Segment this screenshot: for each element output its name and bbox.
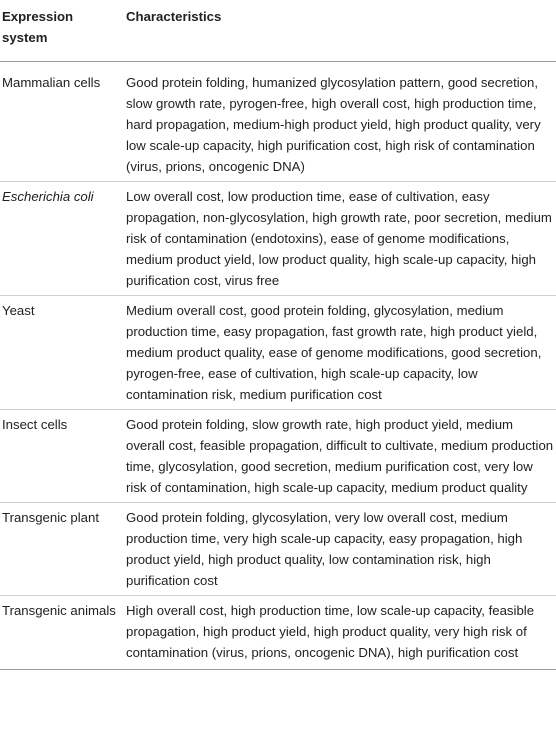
system-cell: Mammalian cells xyxy=(0,62,122,182)
table-row xyxy=(0,62,556,182)
table-row xyxy=(0,182,556,296)
table-header xyxy=(0,0,556,62)
characteristics-cell: Good protein folding, humanized glycosylation pattern, good secretion, slow growth rate, pyrogen-free, high overall cost, high production time, hard propagation, medium-high product yield, high product quality, very low scale-up capacity, high purification cost, high risk of contamination (virus, prions, oncogenic DNA) xyxy=(122,62,556,182)
table-row xyxy=(0,503,556,596)
characteristics-cell: Low overall cost, low production time, ease of cultivation, easy propagation, non-glycosylation, high growth rate, poor secretion, medium risk of contamination (endotoxins), ease of genome modifications, medium product yield, low product quality, high scale-up capacity, high purification cost, virus free xyxy=(122,182,556,296)
header-row xyxy=(0,0,556,62)
system-cell: Transgenic plant xyxy=(0,503,122,596)
characteristics-cell: Medium overall cost, good protein folding, glycosylation, medium production time, easy propagation, fast growth rate, high product yield, medium product quality, ease of genome modifications, good secretion, pyrogen-free, ease of cultivation, high scale-up capacity, low contamination risk, medium purification cost xyxy=(122,296,556,410)
characteristics-cell: High overall cost, high production time, low scale-up capacity, feasible propagation, high product yield, high product quality, very high risk of contamination (virus, prions, oncogenic DNA), high purification cost xyxy=(122,596,556,670)
table-row xyxy=(0,410,556,503)
table-row xyxy=(0,596,556,670)
system-cell: Escherichia coli xyxy=(0,182,122,296)
table-row xyxy=(0,296,556,410)
system-cell: Insect cells xyxy=(0,410,122,503)
table-body xyxy=(0,62,556,670)
system-cell: Transgenic animals xyxy=(0,596,122,670)
header-characteristics: Characteristics xyxy=(122,0,556,62)
header-expression-system: Expression system xyxy=(0,0,122,62)
characteristics-cell: Good protein folding, slow growth rate, high product yield, medium overall cost, feasible propagation, difficult to cultivate, medium production time, glycosylation, good secretion, medium purification cost, very low risk of contamination, high scale-up capacity, medium product quality xyxy=(122,410,556,503)
system-cell: Yeast xyxy=(0,296,122,410)
characteristics-cell: Good protein folding, glycosylation, very low overall cost, medium production time, very high scale-up capacity, easy propagation, high product yield, high product quality, low contamination risk, high purification cost xyxy=(122,503,556,596)
